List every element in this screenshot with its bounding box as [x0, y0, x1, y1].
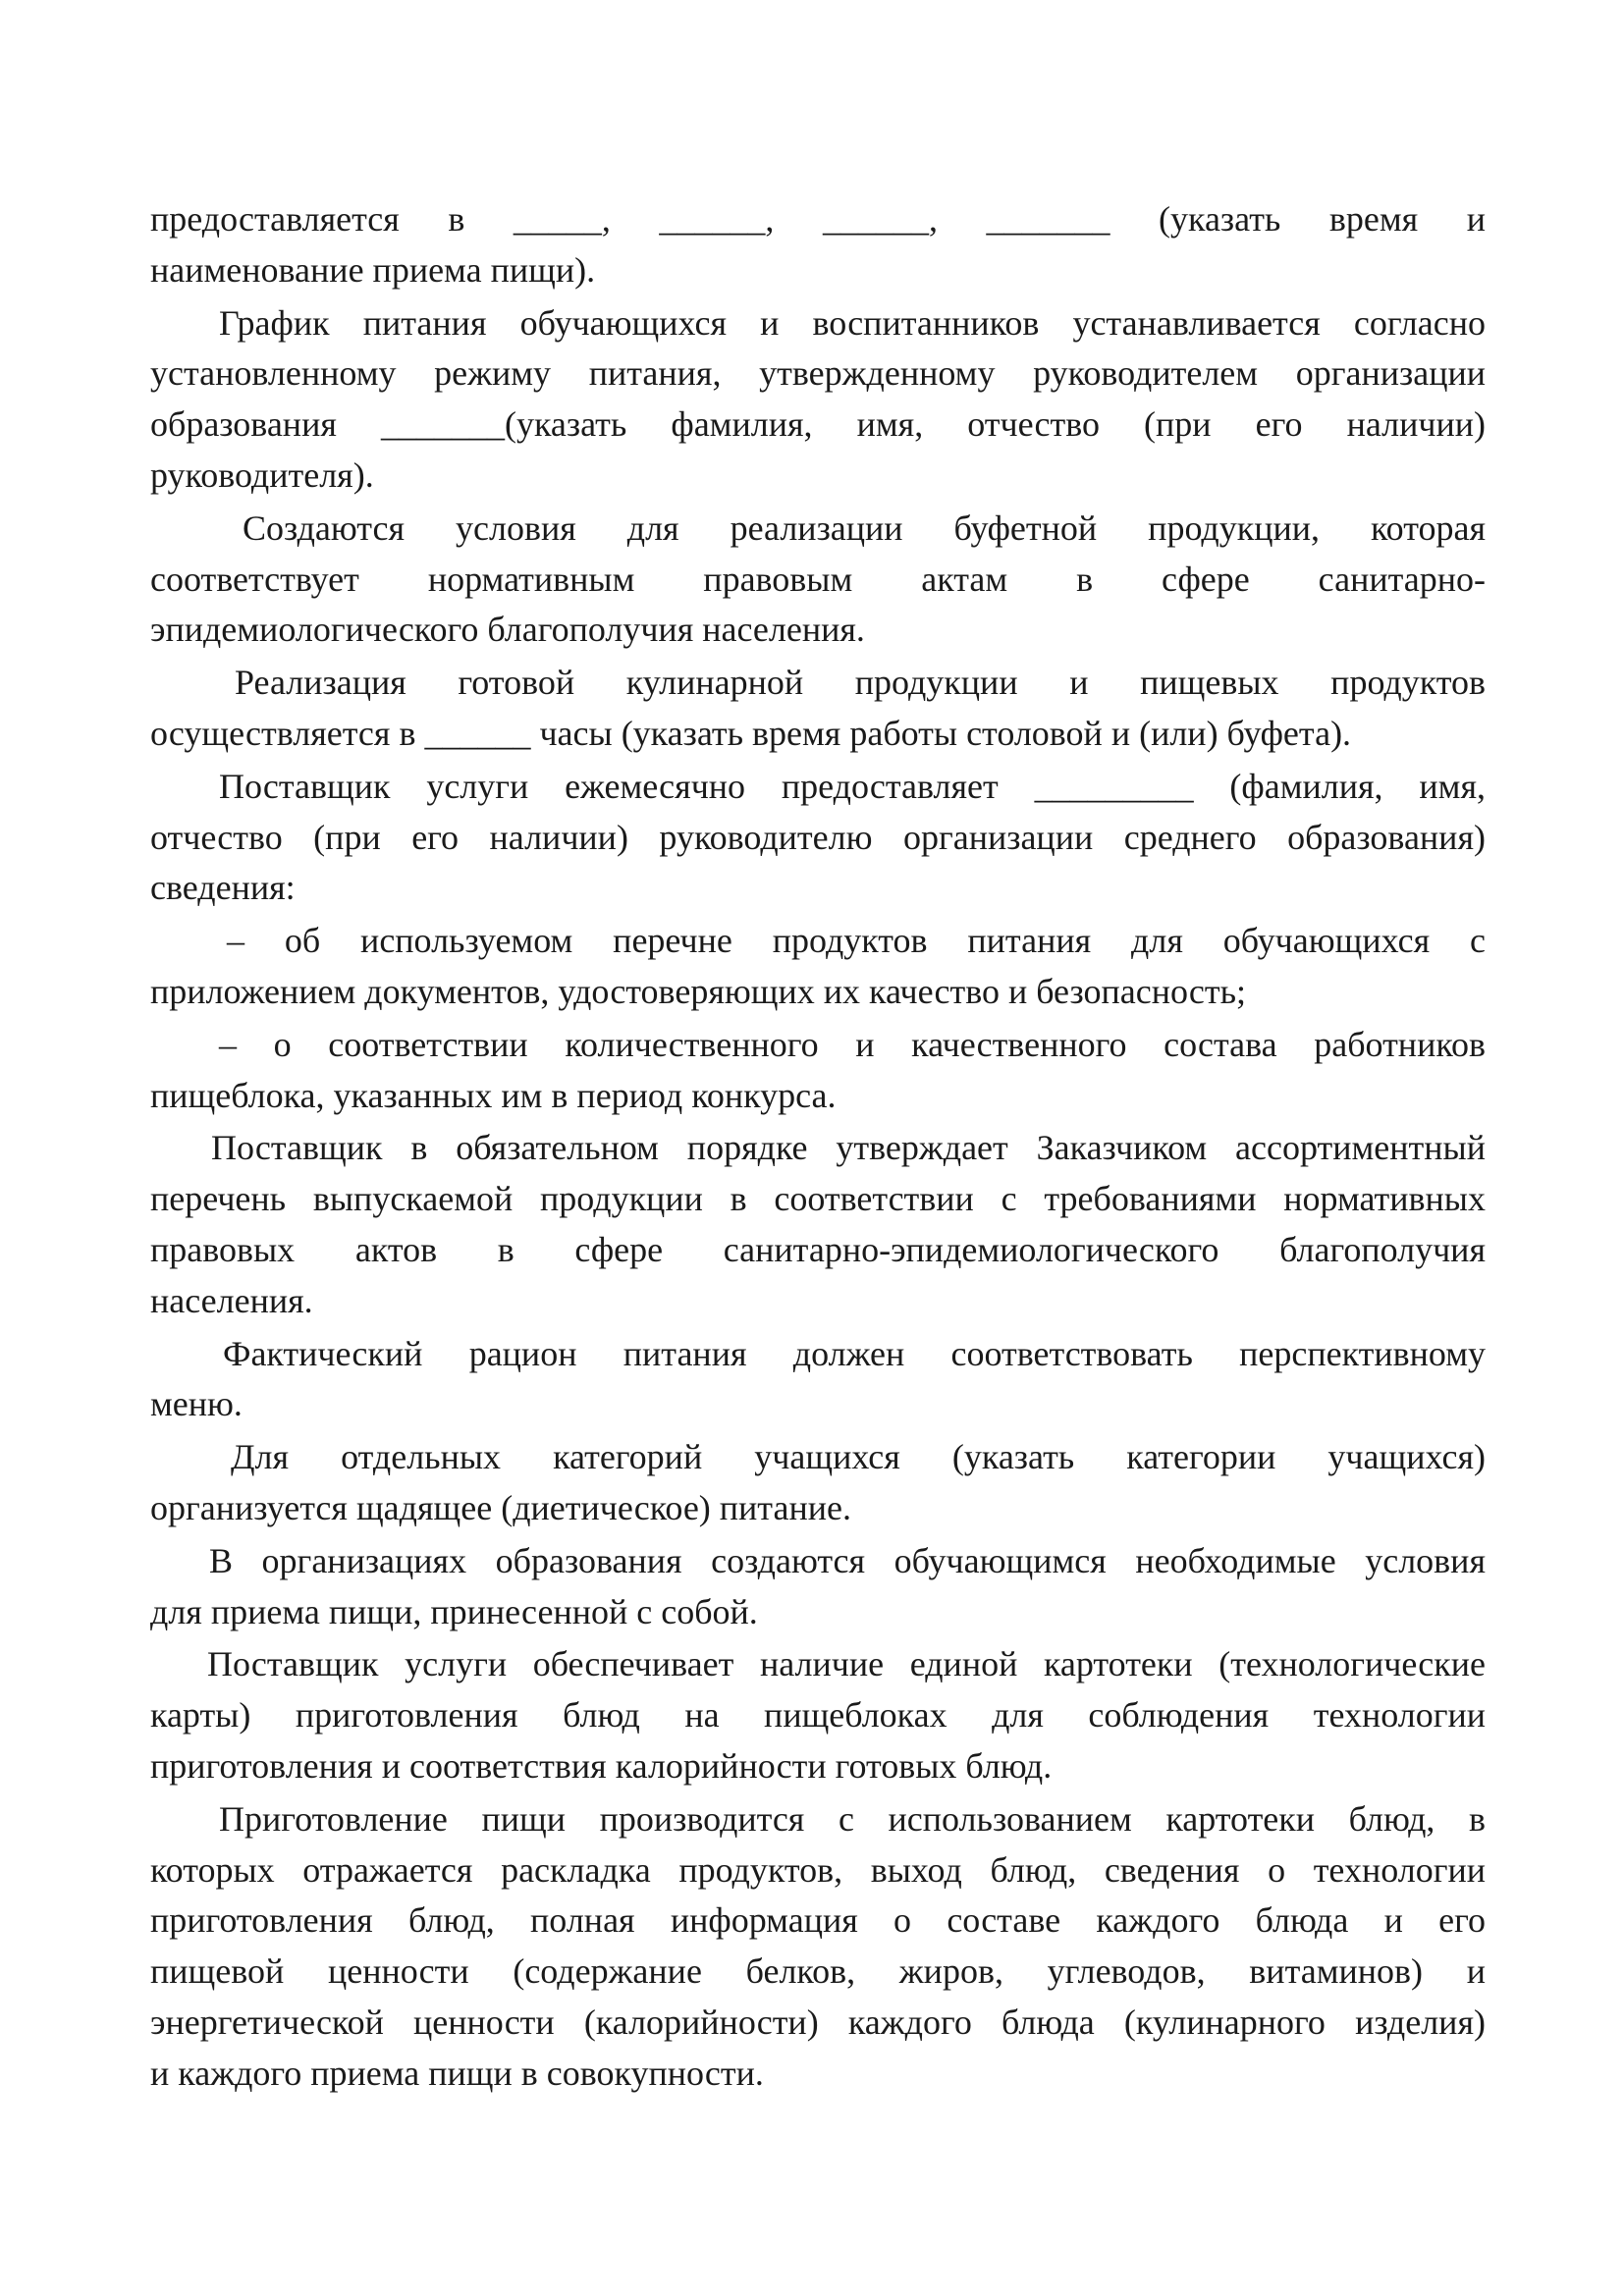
text-line: приготовления блюд, полная информация о составе каждого блюда и его	[150, 1900, 1486, 1941]
text-line: Поставщик услуги ежемесячно предоставляет _________ (фамилия, имя,	[219, 766, 1486, 806]
text-line: осуществляется в ______ часы (указать время работы столовой и (или) буфета).	[150, 713, 1352, 753]
text-line: Поставщик услуги обеспечивает наличие единой картотеки (технологические	[207, 1644, 1486, 1684]
text-line: пищевой ценности (содержание белков, жиров, углеводов, витаминов) и	[150, 1951, 1486, 1992]
paragraph	[150, 194, 1486, 296]
text-line: соответствует нормативным правовым актам в сфере санитарно-	[150, 559, 1486, 599]
text-line: приготовления и соответствия калорийности готовых блюд.	[150, 1745, 1053, 1786]
text-line: Реализация готовой кулинарной продукции и пищевых продуктов	[235, 663, 1486, 703]
text-line: наименование приема пищи).	[150, 249, 596, 290]
paragraph	[150, 1639, 1486, 1791]
text-line: Для отдельных категорий учащихся (указать категории учащихся)	[231, 1437, 1486, 1477]
text-line: установленному режиму питания, утвержденному руководителем организации	[150, 353, 1486, 394]
paragraph	[150, 298, 1486, 502]
text-line: предоставляется в _____, ______, ______, _______ (указать время и	[150, 199, 1486, 239]
text-line: Поставщик в обязательном порядке утверждает Заказчиком ассортиментный	[211, 1128, 1486, 1168]
text-line: руководителя).	[150, 454, 374, 495]
text-line: правовых актов в сфере санитарно-эпидемиологического благополучия	[150, 1229, 1486, 1269]
paragraph	[150, 658, 1486, 760]
text-line: эпидемиологического благополучия населения.	[150, 610, 865, 650]
text-line: населения.	[150, 1280, 313, 1320]
paragraph	[150, 504, 1486, 656]
paragraph	[150, 1329, 1486, 1431]
text-line: карты) приготовления блюд на пищеблоках для соблюдения технологии	[150, 1695, 1486, 1735]
text-line: энергетической ценности (калорийности) каждого блюда (кулинарного изделия)	[150, 2002, 1486, 2042]
text-line: В организациях образования создаются обучающимся необходимые условия	[209, 1540, 1486, 1580]
text-line: Создаются условия для реализации буфетной продукции, которая	[243, 507, 1486, 548]
paragraph	[150, 1794, 1486, 2100]
text-line: Фактический рацион питания должен соответствовать перспективному	[223, 1333, 1486, 1373]
paragraph	[150, 1432, 1486, 1534]
paragraph	[150, 1123, 1486, 1326]
text-line: организуется щадящее (диетическое) питание.	[150, 1487, 851, 1527]
text-line: отчество (при его наличии) руководителю организации среднего образования)	[150, 817, 1486, 857]
text-line: сведения:	[150, 868, 296, 908]
paragraph	[150, 762, 1486, 914]
paragraph	[150, 916, 1486, 1018]
text-line: которых отражается раскладка продуктов, выход блюд, сведения о технологии	[150, 1849, 1486, 1890]
document-page	[150, 194, 1486, 2099]
paragraph	[150, 1020, 1486, 1122]
text-line: Приготовление пищи производится с использованием картотеки блюд, в	[219, 1798, 1486, 1839]
text-line: – о соответствии количественного и качественного состава работников	[219, 1024, 1486, 1064]
paragraph	[150, 1536, 1486, 1638]
text-line: График питания обучающихся и воспитанников устанавливается согласно	[219, 302, 1486, 343]
text-line: для приема пищи, принесенной с собой.	[150, 1591, 758, 1631]
text-line: приложением документов, удостоверяющих их качество и безопасность;	[150, 971, 1246, 1011]
text-line: и каждого приема пищи в совокупности.	[150, 2053, 764, 2093]
text-line: пищеблока, указанных им в период конкурса.	[150, 1075, 837, 1115]
text-line: перечень выпускаемой продукции в соответствии с требованиями нормативных	[150, 1179, 1486, 1219]
text-line: образования _______(указать фамилия, имя, отчество (при его наличии)	[150, 404, 1486, 445]
text-line: меню.	[150, 1384, 243, 1424]
text-line: – об используемом перечне продуктов питания для обучающихся с	[227, 921, 1486, 961]
